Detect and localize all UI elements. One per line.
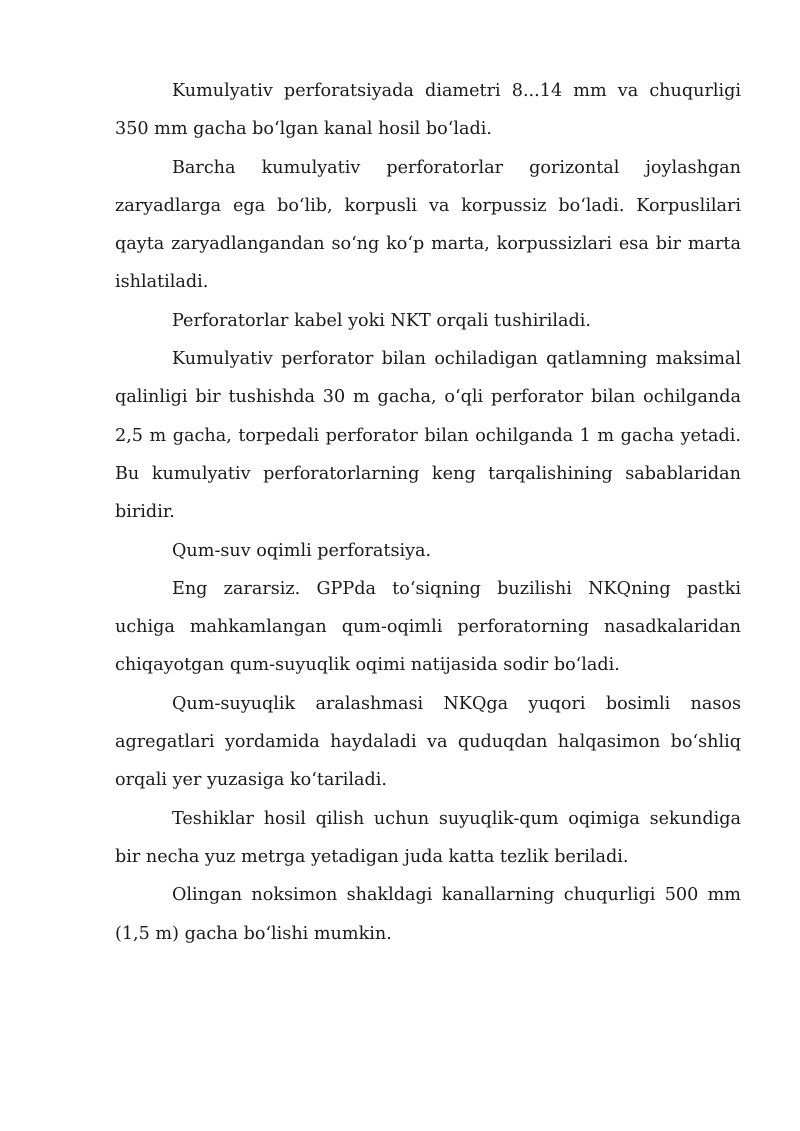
paragraph-6: Eng zararsiz. GPPda toʻsiqning buzilishi NKQning pastki uchiga mahkamlangan qum-oqimli perforatorning nasadkalaridan chiqayotgan qum-suyuqlik oqimi natijasida sodir boʻladi.	[115, 578, 741, 676]
paragraph-9: Olingan noksimon shakldagi kanallarning chuqurligi 500 mm (1,5 m) gacha boʻlishi mumkin.	[115, 885, 741, 944]
paragraph-3: Perforatorlar kabel yoki NKT orqali tushiriladi.	[172, 310, 592, 331]
paragraph-4: Kumulyativ perforator bilan ochiladigan qatlamning maksimal qalinligi bir tushishda 30 m gacha, oʻqli perforator bilan ochilganda 2,5 m gacha, torpedali perforator bilan ochilganda 1 m gacha yetadi. Bu kumulyativ perforatorlarning keng tarqalishining sabablaridan biridir.	[115, 349, 741, 523]
document-body	[115, 72, 741, 953]
paragraph-2: Barcha kumulyativ perforatorlar gorizontal joylashgan zaryadlarga ega boʻlib, korpusli va korpussiz boʻladi. Korpuslilari qayta zaryadlangandan soʻng koʻp marta, korpussizlari esa bir marta ishlatiladi.	[115, 157, 741, 293]
paragraph-7: Qum-suyuqlik aralashmasi NKQga yuqori bosimli nasos agregatlari yordamida haydaladi va quduqdan halqasimon boʻshliq orqali yer yuzasiga koʻtariladi.	[115, 693, 741, 791]
paragraph-5: Qum-suv oqimli perforatsiya.	[172, 540, 432, 561]
paragraph-8: Teshiklar hosil qilish uchun suyuqlik-qum oqimiga sekundiga bir necha yuz metrga yetadigan juda katta tezlik beriladi.	[115, 808, 741, 867]
paragraph-1: Kumulyativ perforatsiyada diametri 8...14 mm va chuqurligi 350 mm gacha boʻlgan kanal hosil boʻladi.	[115, 81, 741, 140]
